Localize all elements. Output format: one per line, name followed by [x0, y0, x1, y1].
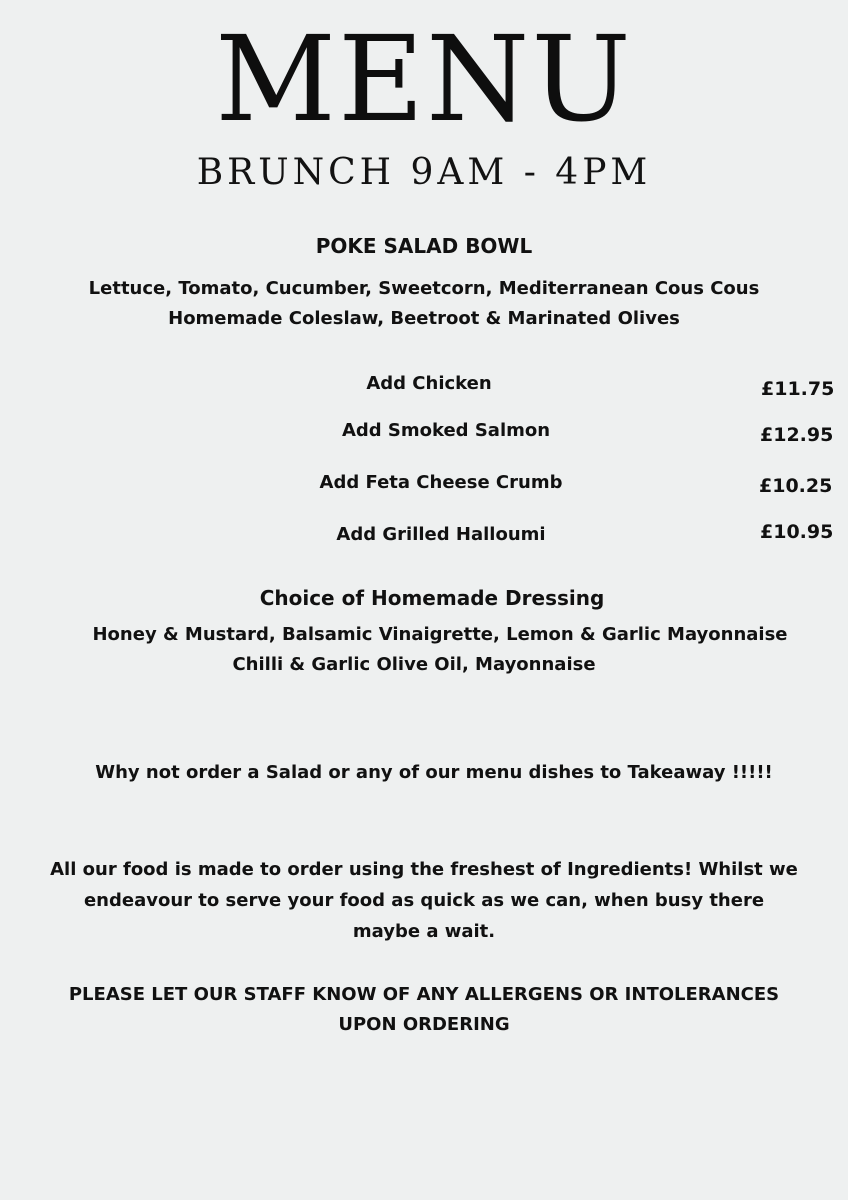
dressing-line-1: Honey & Mustard, Balsamic Vinaigrette, Lemon & Garlic Mayonnaise — [92, 624, 788, 645]
addon-name-feta: Add Feta Cheese Crumb — [319, 472, 563, 493]
allergen-note-line-1: PLEASE LET OUR STAFF KNOW OF ANY ALLERGENS OR INTOLERANCES — [68, 984, 780, 1005]
dish-description-line-2: Homemade Coleslaw, Beetroot & Marinated Olives — [168, 308, 680, 329]
menu-subtitle: BRUNCH 9AM - 4PM — [196, 152, 652, 193]
dish-name: POKE SALAD BOWL — [315, 234, 533, 258]
allergen-note-line-2: UPON ORDERING — [338, 1014, 510, 1035]
addon-price-halloumi: £10.95 — [760, 521, 834, 543]
freshness-note-line-2: endeavour to serve your food as quick as we can, when busy there — [83, 890, 765, 911]
menu-title: MENU — [215, 10, 633, 148]
addon-price-chicken: £11.75 — [761, 378, 835, 400]
addon-name-smoked-salmon: Add Smoked Salmon — [341, 420, 551, 441]
addon-name-halloumi: Add Grilled Halloumi — [336, 524, 546, 545]
addon-price-smoked-salmon: £12.95 — [760, 424, 834, 446]
dressing-line-2: Chilli & Garlic Olive Oil, Mayonnaise — [232, 654, 596, 675]
dressing-title: Choice of Homemade Dressing — [259, 586, 605, 610]
takeaway-note: Why not order a Salad or any of our menu dishes to Takeaway !!!!! — [95, 762, 773, 783]
addon-price-feta: £10.25 — [759, 475, 833, 497]
freshness-note-line-3: maybe a wait. — [352, 921, 496, 942]
addon-name-chicken: Add Chicken — [366, 373, 492, 394]
freshness-note-line-1: All our food is made to order using the freshest of Ingredients! Whilst we — [50, 859, 798, 880]
dish-description-line-1: Lettuce, Tomato, Cucumber, Sweetcorn, Mediterranean Cous Cous — [88, 278, 760, 299]
